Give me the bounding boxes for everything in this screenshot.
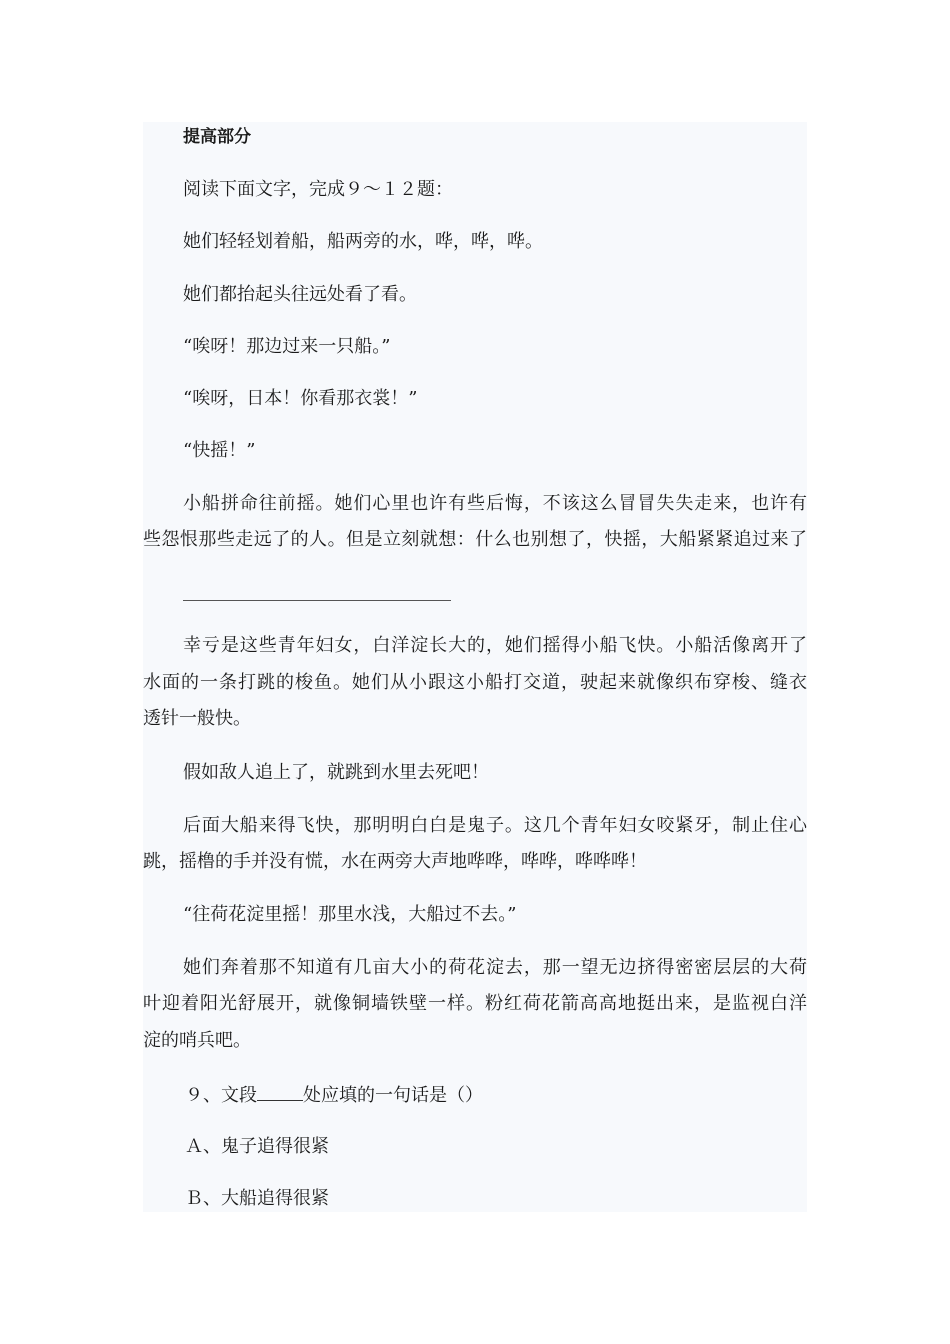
passage-paragraph-4: “唉呀，日本！你看那衣裳！” [183, 388, 418, 409]
passage-paragraph-8: 假如敌人追上了，就跳到水里去死吧！ [183, 762, 489, 783]
passage-paragraph-5: “快摇！” [183, 440, 256, 461]
instruction-text: 阅读下面文字，完成９～１２题： [183, 179, 453, 200]
passage-paragraph-1: 她们轻轻划着船，船两旁的水，哗，哗，哗。 [183, 231, 543, 252]
passage-paragraph-10: “往荷花淀里摇！那里水浅，大船过不去。” [183, 904, 517, 925]
passage-paragraph-6-line-1: 小船拼命往前摇。她们心里也许有些后悔，不该这么冒冒失失走来，也许有 [183, 493, 807, 514]
question-text: 处应填的一句话是（） [303, 1085, 483, 1106]
passage-paragraph-11-line-3: 淀的哨兵吧。 [143, 1030, 251, 1051]
passage-paragraph-7-line-1: 幸亏是这些青年妇女，白洋淀长大的，她们摇得小船飞快。小船活像离开了 [183, 635, 807, 656]
passage-paragraph-9-line-1: 后面大船来得飞快，那明明白白是鬼子。这几个青年妇女咬紧牙，制止住心 [183, 815, 807, 836]
passage-paragraph-9-line-2: 跳，摇橹的手并没有慌，水在两旁大声地哗哗，哗哗，哗哗哗！ [143, 851, 647, 872]
option-b: Ｂ、大船追得很紧 [185, 1188, 329, 1209]
option-a: Ａ、鬼子追得很紧 [185, 1136, 329, 1157]
answer-blank-line [183, 600, 451, 601]
passage-paragraph-3: “唉呀！那边过来一只船。” [183, 336, 391, 357]
section-heading: 提高部分 [183, 127, 251, 147]
question-number: ９、文段 [185, 1085, 257, 1106]
document-page [143, 122, 807, 1212]
passage-paragraph-7-line-2: 水面的一条打跳的梭鱼。她们从小跟这小船打交道，驶起来就像织布穿梭、缝衣 [143, 672, 807, 693]
passage-paragraph-7-line-3: 透针一般快。 [143, 708, 251, 729]
question-blank [257, 1084, 303, 1101]
passage-paragraph-11-line-2: 叶迎着阳光舒展开，就像铜墙铁壁一样。粉红荷花箭高高地挺出来，是监视白洋 [143, 993, 807, 1014]
passage-paragraph-2: 她们都抬起头往远处看了看。 [183, 284, 417, 305]
passage-paragraph-11-line-1: 她们奔着那不知道有几亩大小的荷花淀去，那一望无边挤得密密层层的大荷 [183, 957, 807, 978]
question-9 [185, 1084, 483, 1106]
passage-paragraph-6-line-2: 些怨恨那些走远了的人。但是立刻就想：什么也别想了，快摇，大船紧紧追过来了 [143, 529, 807, 550]
